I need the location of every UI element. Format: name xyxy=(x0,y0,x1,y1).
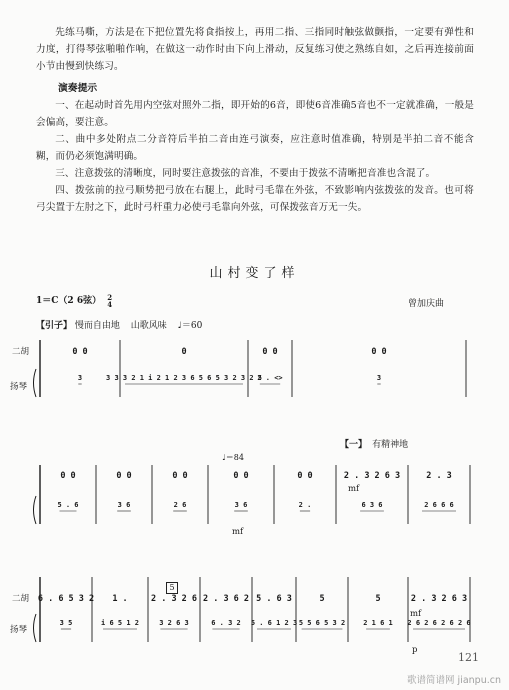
system-2-yangqin-upper-bar-7: 2 1 6 1 xyxy=(363,619,393,627)
dynamic-mf-row3: mf xyxy=(410,609,422,619)
system-2-yangqin-upper-bar-5: 5 . 6 1 2 3 xyxy=(250,619,298,627)
system-1-yangqin-upper-bar-7: 2 6 6 6 xyxy=(424,501,454,509)
system-2-yangqin-upper-bar-6: 5 5 6 5 3 2 xyxy=(298,619,346,627)
song-title: 山村变了样 xyxy=(209,266,300,281)
dynamic-p-row3: p xyxy=(412,645,418,655)
system-0-yangqin-upper-bar-1: 3 xyxy=(77,374,83,382)
system-1-yangqin-upper-bar-5: 2 . xyxy=(298,501,312,509)
intro-tempo-text: 慢而自由地 xyxy=(74,321,120,331)
system-1-erhu-bar-4: 0 0 xyxy=(233,471,249,481)
system-1-yangqin-brace xyxy=(34,496,37,524)
system-2-erhu-bar-8: 2 . 3 2 6 3 xyxy=(410,594,468,604)
system-0-erhu-bar-1: 0 0 xyxy=(72,347,88,357)
system-0-yangqin-upper-bar-4: 3 xyxy=(376,374,382,382)
dynamic-mf-section1: mf xyxy=(348,484,360,494)
system-2-erhu-bar-2: 1 . xyxy=(112,594,128,604)
system-2-erhu-bar-6: 5 xyxy=(319,594,325,604)
time-bottom: 4 xyxy=(107,299,113,309)
system-2-erhu-bar-5: 5 . 6 3 xyxy=(256,594,292,604)
section-1-label: 【一】 xyxy=(340,440,368,450)
system-1-yangqin-upper-bar-3: 2 6 xyxy=(173,501,187,509)
system-1-erhu-bar-1: 0 0 xyxy=(60,471,76,481)
system-1-erhu-bar-7: 2 . 3 xyxy=(426,471,452,481)
page-number: 121 xyxy=(458,651,479,664)
system-0-yangqin-brace xyxy=(34,369,37,397)
system-1-yangqin-upper-bar-6: 6 3 6 xyxy=(361,501,383,509)
rehearsal-mark: 5 xyxy=(166,582,178,594)
system-1-yangqin-upper-bar-2: 3 6 xyxy=(117,501,131,509)
section-1-tempo-text: 有精神地 xyxy=(372,440,409,450)
system-2-erhu-bar-4: 2 . 3 6 2 xyxy=(202,594,250,604)
system-2-erhu-bar-3: 2 . 3 2 6 xyxy=(150,594,198,604)
tip-4: 四、拨弦前的拉弓顺势把弓放在右腿上，此时弓毛靠在外弦，不致影响内弦拨弦的发音。也可将弓尖置于左肘之下，此时弓杆重力必使弓毛靠向外弦，可保拨弦音万无一失。 xyxy=(36,185,474,213)
instrument-label-yangqin-3: 扬琴 xyxy=(10,625,28,635)
tip-1: 一、在起动时首先用内空弦对照外二指，即开始的6音，即使6音准确5音也不一定就准确，一般是会偏高，要注意。 xyxy=(36,100,474,128)
system-2-erhu-bar-7: 5 xyxy=(375,594,381,604)
watermark: 歌谱简谱网 jianpu.cn xyxy=(407,675,501,686)
dynamic-mf-row2: mf xyxy=(232,527,244,537)
system-1-erhu-bar-5: 0 0 xyxy=(297,471,313,481)
system-0-yangqin-upper-bar-2: 3 3 3 2 1 i 2 1 2 3 6 5 6 5 3 2 3 2 5 xyxy=(106,374,262,382)
system-2-yangqin-upper-bar-4: 6 . 3 2 xyxy=(211,619,241,627)
system-2-yangqin-upper-bar-8: 2 6 2 6 2 6 2 6 xyxy=(407,619,471,627)
paragraph-horse-neigh: 先练马嘶，方法是在下把位置先将食指按上，再用二指、三指同时触弦做颤指，一定要有弹性和力度，打得琴弦啪啪作响，在做这一动作时由下向上滑动，反复练习使之熟练自如，之后再连接前面小节由慢到快练习。 xyxy=(36,27,474,72)
system-1-erhu-bar-2: 0 0 xyxy=(116,471,132,481)
system-0-erhu-bar-3: 0 0 xyxy=(262,347,278,357)
instrument-label-erhu-3: 二胡 xyxy=(12,594,30,604)
system-0-erhu-bar-2: 0 xyxy=(181,347,187,357)
system-2-yangqin-upper-bar-2: i 6 5 1 2 xyxy=(101,619,139,627)
system-2-erhu-bar-1: 6 . 6 5 3 2 xyxy=(37,594,95,604)
system-1-yangqin-upper-bar-4: 3 6 xyxy=(234,501,248,509)
composer: 曾加庆曲 xyxy=(408,299,445,309)
tip-2: 二、曲中多处附点二分音符后半拍二音由连弓演奏，应注意时值准确，特别是半拍二音不能含糊，而仍必须饱满明确。 xyxy=(36,134,474,162)
system-2-yangqin-upper-bar-1: 3 5 xyxy=(59,619,73,627)
intro-label: 【引子】 xyxy=(36,321,73,331)
instrument-label-yangqin-1: 扬琴 xyxy=(10,382,28,392)
intro-bpm: ♩＝60 xyxy=(177,321,203,331)
system-1-erhu-bar-3: 0 0 xyxy=(172,471,188,481)
system-2-yangqin-upper-bar-3: 3 2 6 3 xyxy=(159,619,189,627)
system-1-erhu-bar-6: 2 . 3 2 6 3 xyxy=(343,471,401,481)
tip-3: 三、注意拨弦的清晰度，同时要注意拨弦的音准，不要由于拨弦不清晰把音准也含混了。 xyxy=(55,168,436,179)
system-2-yangqin-brace xyxy=(34,614,37,642)
time-top: 2 xyxy=(107,292,113,302)
system-0-erhu-bar-4: 0 0 xyxy=(371,347,387,357)
instrument-label-erhu-1: 二胡 xyxy=(12,347,30,357)
performance-tips-heading: 演奏提示 xyxy=(58,83,98,94)
system-1-yangqin-upper-bar-1: 5 . 6 xyxy=(57,501,79,509)
intro-style-text: 山歌风味 xyxy=(130,321,167,331)
second-bpm: ♩＝84 xyxy=(222,453,244,462)
system-0-yangqin-upper-bar-3: 2 . <> xyxy=(257,374,283,382)
key-text: 1＝C（2 6弦） xyxy=(36,296,102,306)
